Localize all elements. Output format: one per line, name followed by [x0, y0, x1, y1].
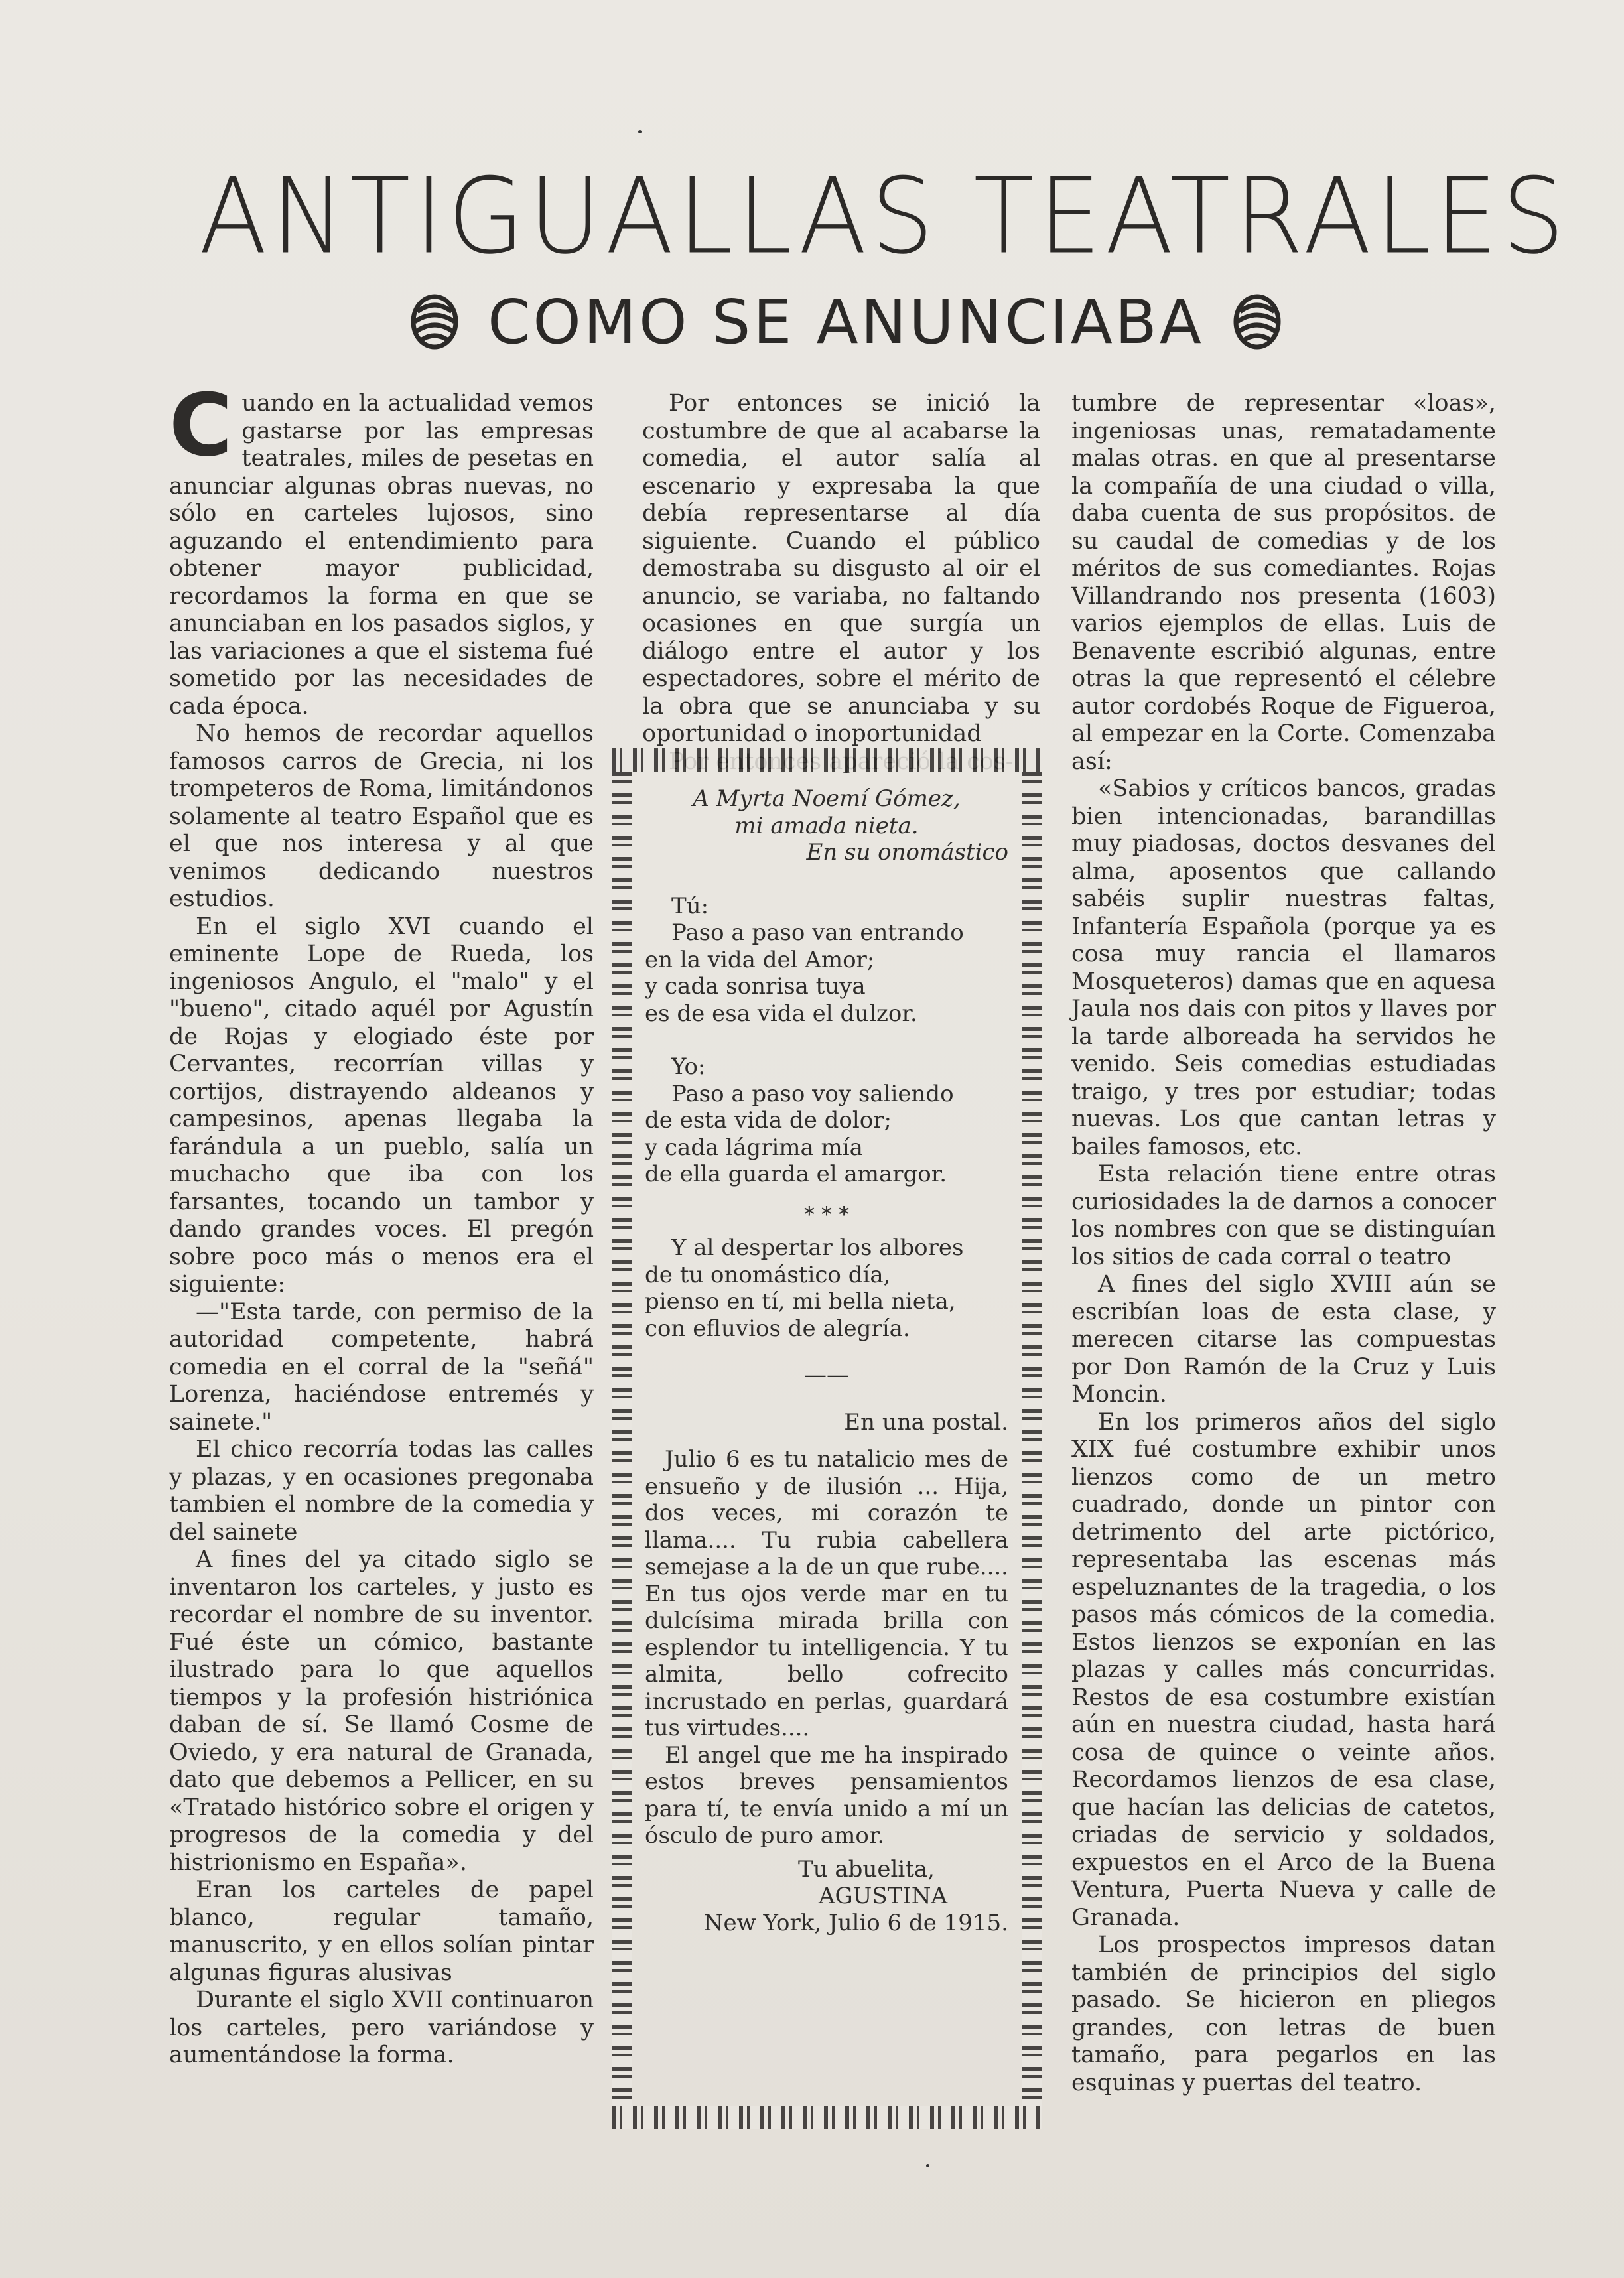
flower-ornament-icon: [408, 292, 461, 352]
verse-line: Paso a paso voy saliendo: [671, 1080, 954, 1107]
article-column-2: [642, 390, 1040, 775]
subtitle-row: [398, 285, 1294, 358]
postal-heading: En una postal.: [844, 1408, 1008, 1436]
paragraph: «Sabios y críticos bancos, gradas bien intencionadas, barandillas muy piadosas, doctos desvanes del alma, aposentos que callando sabéis suplir nuestras faltas, Infantería Española (porque ya es cosa muy rancia el llamaros Mosqueteros) damas que en aquesa Jaula nos dais con pitos y llaves por la tarde alboreada ha servidos he venido. Seis comedias estudiadas traigo, y tres por estudiar; todas nuevas. Los que cantan letras y bailes famosos, etc.: [1071, 775, 1496, 1160]
print-speck: [638, 130, 642, 133]
speaker-label: Tú:: [671, 892, 709, 919]
verse-line: y cada sonrisa tuya: [645, 973, 866, 1000]
verse-line: de tu onomástico día,: [645, 1261, 891, 1288]
postal-text: Julio 6 es tu natalicio mes de ensueño y de ilusión ... Hija, dos veces, mi corazón te llama.... Tu rubia cabellera semejase a la de un que rube.... En tus ojos verde mar en tu dulcísima mirada brilla con esplendor tu intelligencia. Y tu almita, bello cofrecito incrustado en perlas, guardará tus virtudes....: [645, 1446, 1008, 1741]
paragraph: Cuando en la actualidad vemos gastarse por las empresas teatrales, miles de pesetas en anunciar algunas obras nuevas, no sólo en carteles lujosos, sino aguzando el entendimiento para obtener mayor publicidad, recordamos la forma en que se anunciaban en los pasados siglos, y las variaciones a que el sistema fué sometido por las necesidades de cada época.: [169, 375, 594, 720]
separator: ——: [804, 1362, 849, 1388]
verse-line: y cada lágrima mía: [645, 1134, 863, 1161]
ornamental-border: [612, 2106, 1042, 2129]
paragraph: En el siglo XVI cuando el eminente Lope de Rueda, los ingeniosos Angulo, el "malo" y el "bueno", citado aquél por Agustín de Rojas y elogiado éste por Cervantes, recorrían villas y cortijos, distrayendo aldeanos y campesinos, apenas llegaba la farándula a un pueblo, salía un muchacho que iba con los farsantes, tocando un tambor y dando grandes voces. El pregón sobre poco más o menos era el siguiente:: [169, 913, 594, 1298]
paragraph: El chico recorría todas las calles y plazas, y en ocasiones pregonaba tambien el nombre de la comedia y del sainete: [169, 1436, 594, 1546]
paragraph: Por entonces se inició la costumbre de que al acabarse la comedia, el autor salía al escenario y expresaba la que debía representarse al día siguiente. Cuando el público demostraba su disgusto al oir el anuncio, se variaba, no faltando ocasiones en que surgía un diálogo entre el autor y los espectadores, sobre el mérito de la obra que se anunciaba y su oportunidad o inoportunidad: [642, 390, 1040, 747]
paragraph: Durante el siglo XVII continuaron los carteles, pero variándose y aumentándose la forma.: [169, 1987, 594, 2068]
verse-line: de esta vida de dolor;: [645, 1107, 892, 1134]
print-speck: [926, 2164, 929, 2167]
paragraph: tumbre de representar «loas», ingeniosas unas, rematadamente malas otras. en que al presentarse la compañía de una ciudad o villa, daba cuenta de sus propósitos. de su caudal de comedias y de los méritos de sus comediantes. Rojas Villandrando nos presenta (1603) varios ejemplos de ellas. Luis de Benavente escribió algunas, entre otras la que representó el célebre autor cordobés Roque de Figueroa, al empezar en la Corte. Comenzaba así:: [1071, 390, 1496, 775]
verse-line: en la vida del Amor;: [645, 946, 875, 973]
article-column-3: [1071, 390, 1496, 2097]
paragraph: Eran los carteles de papel blanco, regular tamaño, manuscrito, y en ellos solían pintar algunas figuras alusivas: [169, 1877, 594, 1986]
ornamental-border: [612, 748, 1042, 772]
verse-line: Paso a paso van entrando: [671, 919, 964, 946]
paragraph: Los prospectos impresos datan también de principios del siglo pasado. Se hicieron en pliegos grandes, con letras de buen tamaño, para pegarlos en las esquinas y puertas del teatro.: [1071, 1932, 1496, 2096]
verse-line: pienso en tí, mi bella nieta,: [645, 1288, 956, 1315]
subtitle: COMO SE ANUNCIABA: [488, 286, 1204, 358]
paragraph: A fines del siglo XVIII aún se escribían loas de esta clase, y merecen citarse las compuestas por Don Ramón de la Cruz y Luis Moncin.: [1071, 1271, 1496, 1408]
article-column-1: [169, 375, 594, 2070]
ornamental-border: [612, 772, 632, 2106]
postal-text: El angel que me ha inspirado estos breves pensamientos para tí, te envía unido a mí un ósculo de puro amor.: [645, 1741, 1008, 1849]
page-title: ANTIGUALLAS TEATRALES: [199, 156, 1569, 278]
dedication: mi amada nieta.: [734, 812, 919, 839]
signature-salutation: Tu abuelita,: [798, 1855, 935, 1883]
flower-ornament-icon: [1231, 292, 1284, 352]
signature-name: AGUSTINA: [818, 1883, 948, 1909]
verse-line: Y al despertar los albores: [671, 1235, 964, 1261]
paragraph: —"Esta tarde, con permiso de la autoridad competente, habrá comedia en el corral de la "señá" Lorenza, haciéndose entremés y sainete.": [169, 1298, 594, 1436]
paragraph: No hemos de recordar aquellos famosos carros de Grecia, ni los trompeteros de Roma, limitándonos solamente al teatro Español que es el que nos interesa y al que venimos dedicando nuestros estudios.: [169, 720, 594, 912]
paragraph: En los primeros años del siglo XIX fué costumbre exhibir unos lienzos como de un metro cuadrado, donde un pintor con detrimento del arte pictórico, representaba las escenas más espeluznantes de la tragedia, o los pasos más cómicos de la comedia. Estos lienzos se exponían en las plazas y calles más concurridas. Restos de esa costumbre existían aún en nuestra ciudad, hasta hará cosa de quince o veinte años. Recordamos lienzos de esa clase, que hacían las delicias de catetos, criadas de servicio y soldados, expuestos en el Arco de la Buena Ventura, Puerta Nueva y calle de Granada.: [1071, 1408, 1496, 1931]
drop-cap: C: [169, 375, 233, 476]
speaker-label: Yo:: [671, 1053, 706, 1080]
verse-line: es de esa vida el dulzor.: [645, 1000, 917, 1027]
dedication-occasion: En su onomástico: [806, 839, 1008, 866]
paragraph: Esta relación tiene entre otras curiosidades la de darnos a conocer los nombres con que se distinguían los sitios de cada corral o teatro: [1071, 1161, 1496, 1270]
asterism: * * *: [803, 1201, 850, 1227]
verse-line: con efluvios de alegría.: [645, 1315, 910, 1342]
verse-line: de ella guarda el amargor.: [645, 1161, 947, 1187]
poem-box: [612, 748, 1042, 2129]
poem-content: [645, 785, 1008, 1936]
ornamental-border: [1022, 772, 1042, 2106]
paragraph: A fines del ya citado siglo se inventaron los carteles, y justo es recordar el nombre de su inventor. Fué éste un cómico, bastante ilustrado para lo que aquellos tiempos y la profesión histriónica daban de sí. Se llamó Cosme de Oviedo, y era natural de Granada, dato que debemos a Pellicer, en su «Tratado histórico sobre el origen y progresos de la comedia y del histrionismo en España».: [169, 1546, 594, 1876]
place-date: New York, Julio 6 de 1915.: [703, 1909, 1008, 1936]
dedication: A Myrta Noemí Gómez,: [693, 785, 961, 812]
